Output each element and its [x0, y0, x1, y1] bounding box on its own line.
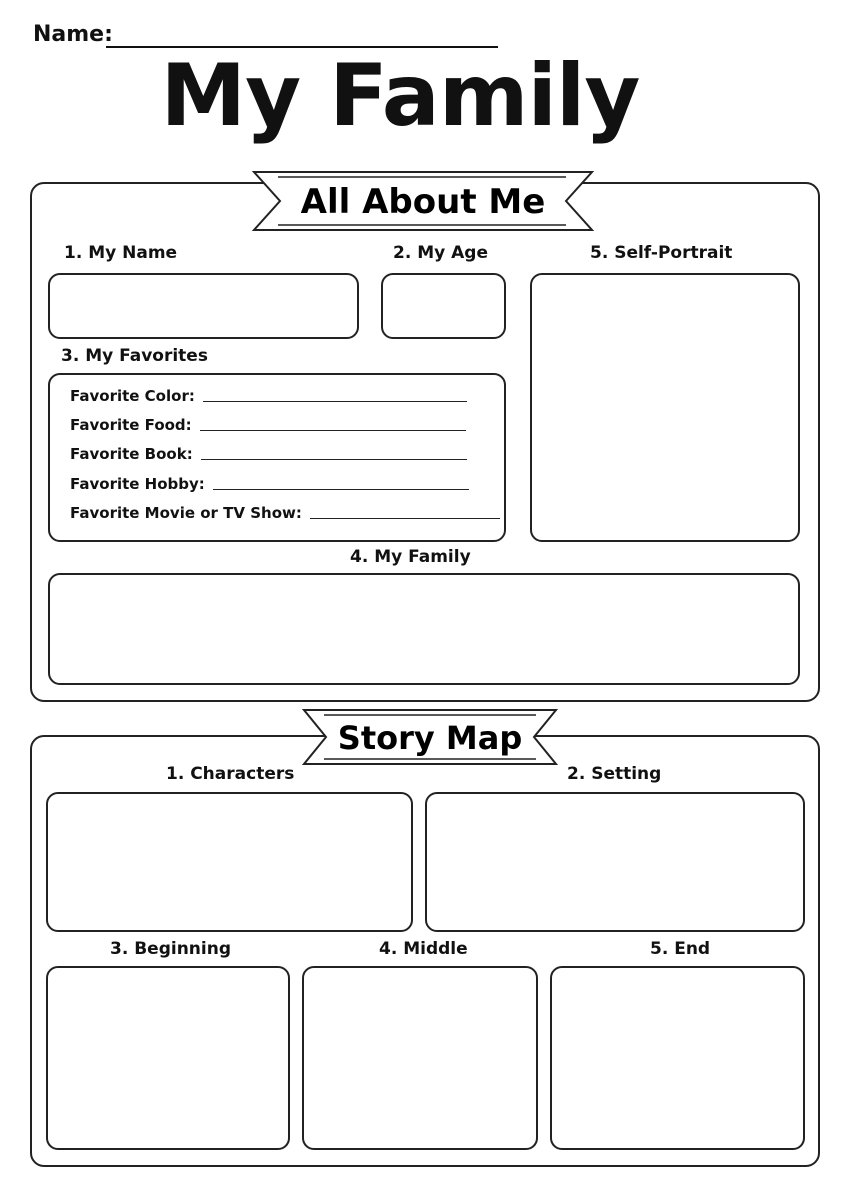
favorite-book-row[interactable] [70, 445, 467, 463]
favorite-hobby-line[interactable] [213, 489, 469, 490]
favorite-hobby-row[interactable] [70, 475, 469, 493]
favorite-food-label: Favorite Food: [70, 416, 192, 434]
end-label: 5. End [650, 939, 711, 959]
story-map-ribbon [304, 710, 556, 764]
favorite-movie-line[interactable] [310, 518, 500, 519]
self-portrait-label: 5. Self-Portrait [590, 243, 733, 263]
favorite-movie-row[interactable] [70, 504, 500, 522]
setting-label: 2. Setting [567, 764, 662, 784]
favorite-hobby-label: Favorite Hobby: [70, 475, 205, 493]
beginning-label: 3. Beginning [110, 939, 231, 959]
my-age-label: 2. My Age [393, 243, 488, 263]
my-age-box[interactable] [381, 273, 506, 339]
story-map-ribbon-text: Story Map [337, 719, 523, 757]
my-name-box[interactable] [48, 273, 359, 339]
end-box[interactable] [550, 966, 805, 1150]
all-about-me-ribbon-text: All About Me [300, 182, 546, 222]
favorite-food-line[interactable] [200, 430, 466, 431]
my-favorites-box [48, 373, 506, 542]
name-label: Name: [33, 22, 113, 47]
beginning-box[interactable] [46, 966, 290, 1150]
my-family-box[interactable] [48, 573, 800, 685]
favorite-color-row[interactable] [70, 387, 467, 405]
characters-label: 1. Characters [166, 764, 295, 784]
favorite-color-line[interactable] [203, 401, 467, 402]
characters-box[interactable] [46, 792, 413, 932]
self-portrait-box[interactable] [530, 273, 800, 542]
page-title: My Family [160, 46, 640, 146]
favorite-book-line[interactable] [201, 459, 467, 460]
my-family-label: 4. My Family [350, 547, 471, 567]
middle-label: 4. Middle [379, 939, 468, 959]
my-favorites-label: 3. My Favorites [61, 346, 208, 366]
favorite-movie-label: Favorite Movie or TV Show: [70, 504, 302, 522]
favorite-color-label: Favorite Color: [70, 387, 195, 405]
all-about-me-ribbon [254, 172, 592, 230]
favorite-food-row[interactable] [70, 416, 466, 434]
setting-box[interactable] [425, 792, 805, 932]
favorite-book-label: Favorite Book: [70, 445, 193, 463]
my-name-label: 1. My Name [64, 243, 178, 263]
middle-box[interactable] [302, 966, 538, 1150]
